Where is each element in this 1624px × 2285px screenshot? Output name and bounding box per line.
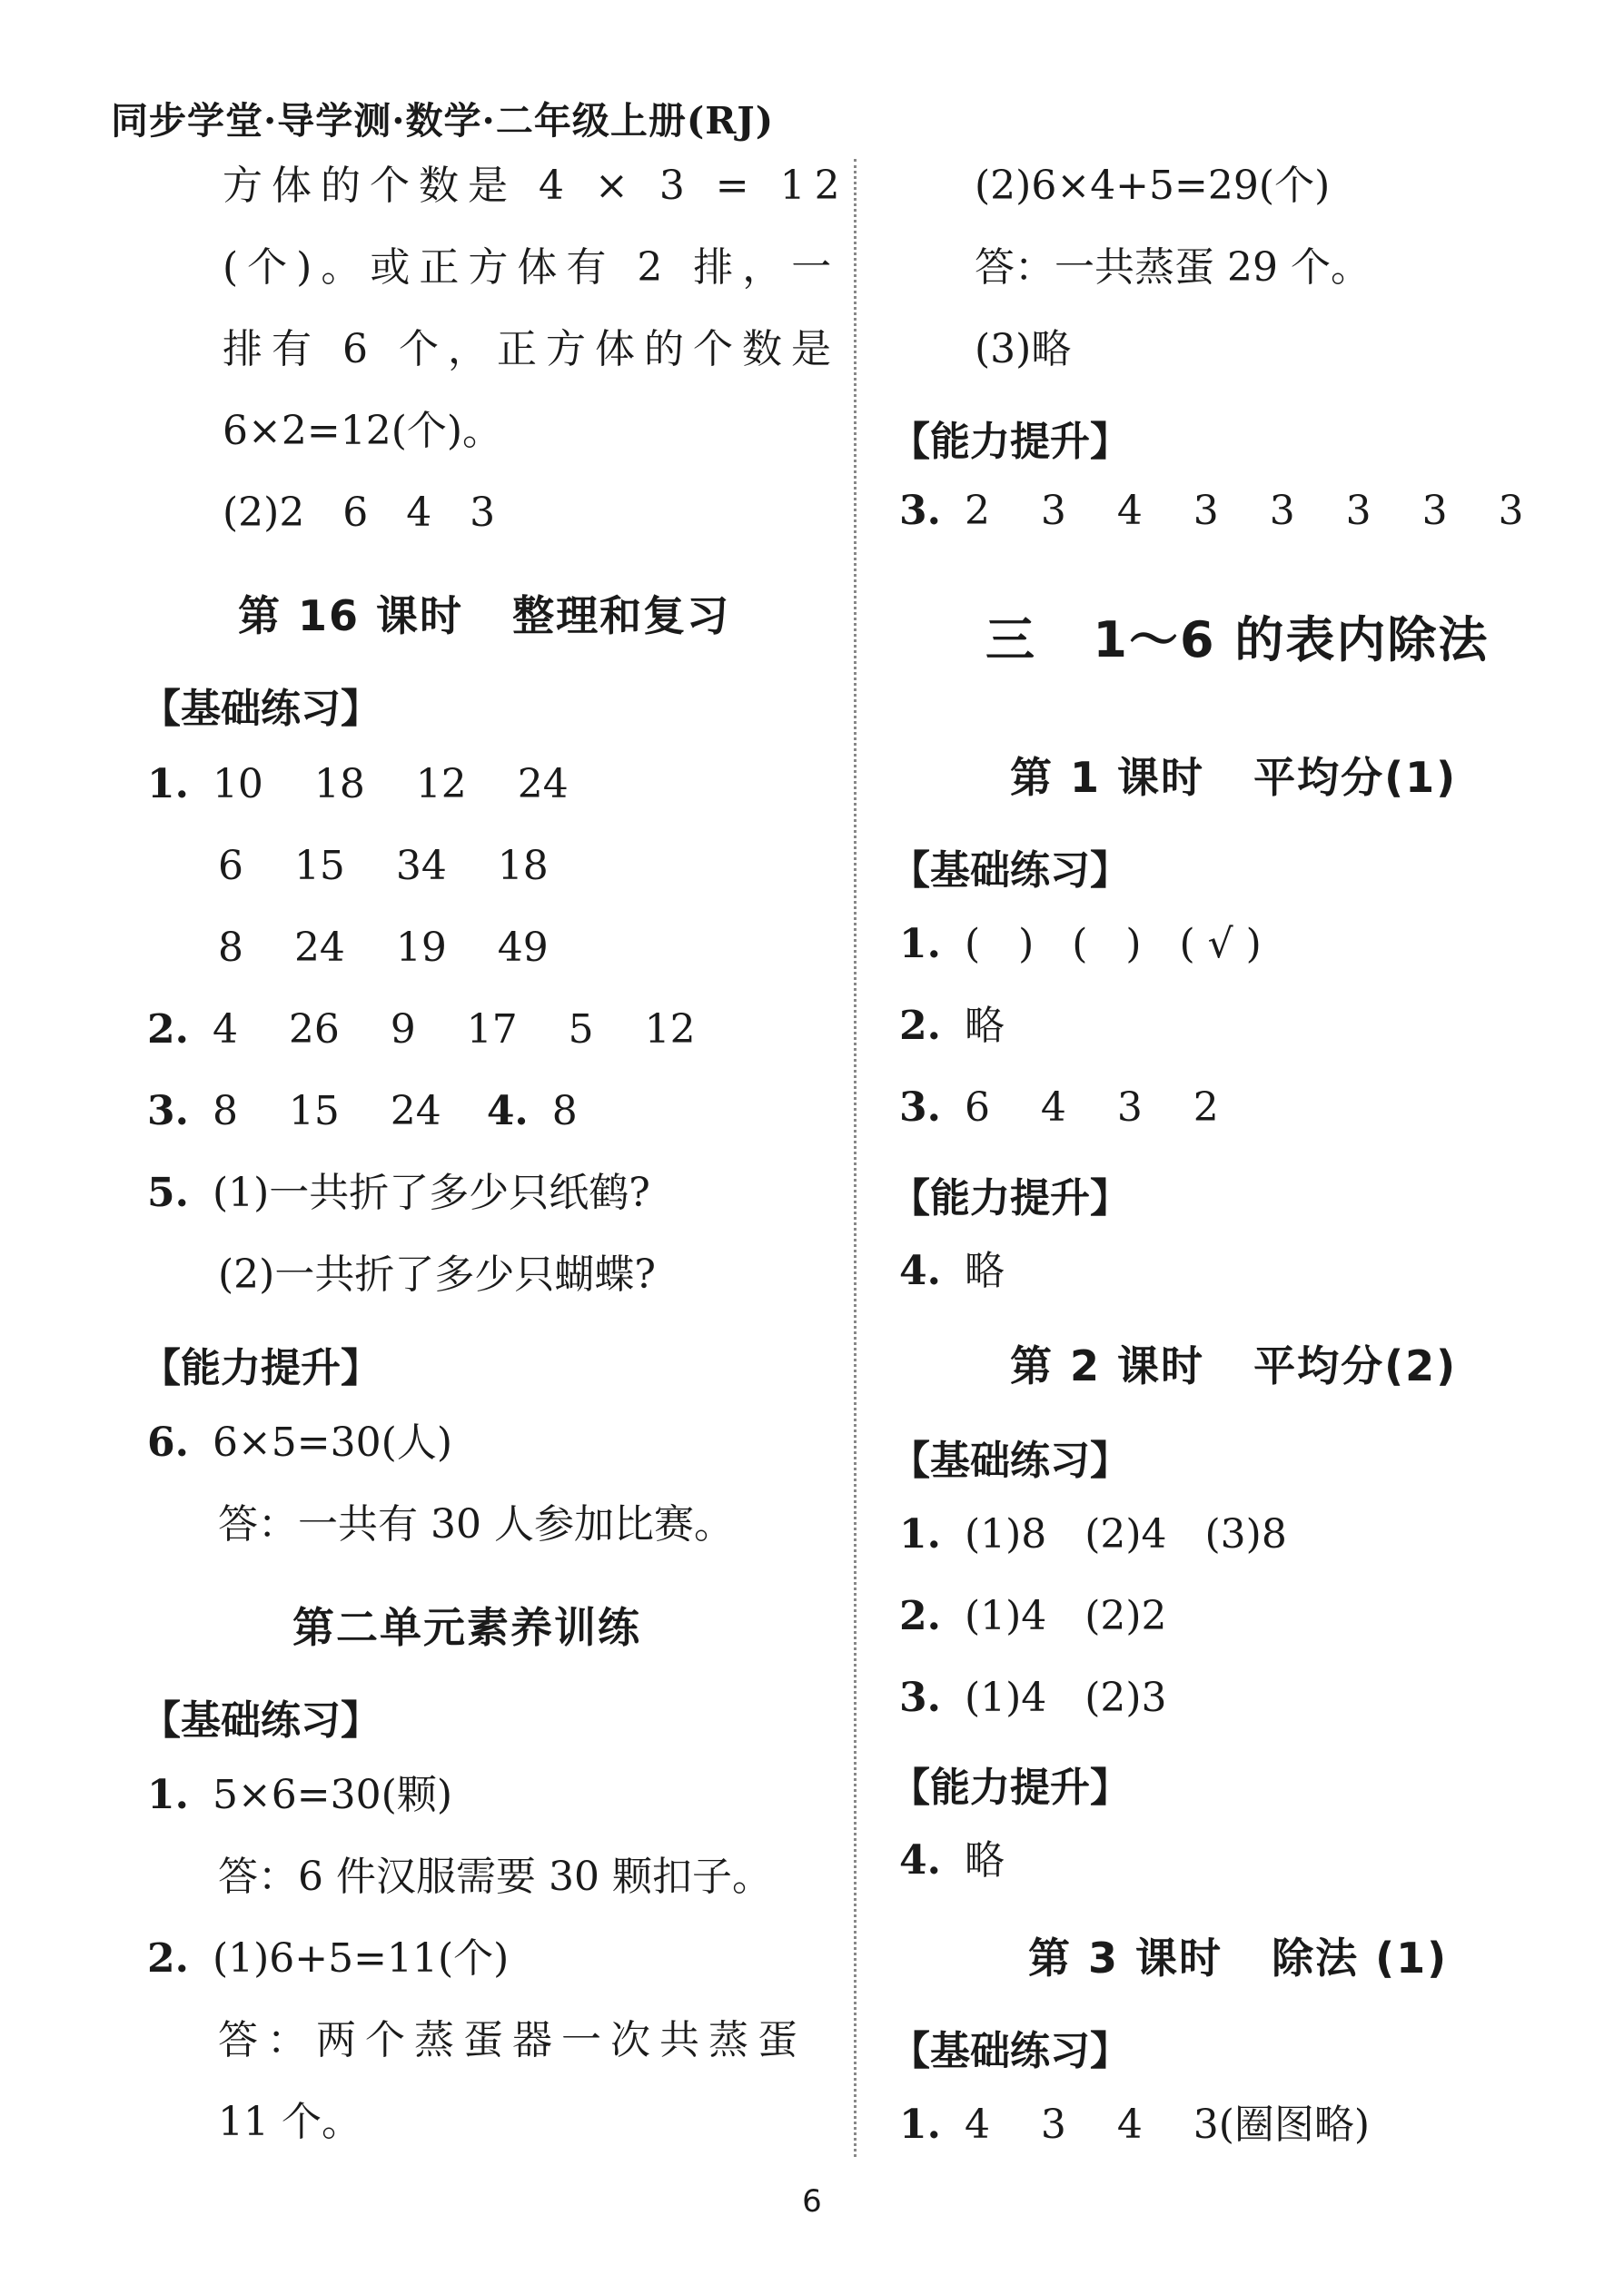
q4-number: 4. xyxy=(486,1088,529,1134)
lesson1-title: 第 1 课时 平均分(1) xyxy=(1010,753,1458,802)
q6-number: 6. xyxy=(147,1419,189,1466)
column-divider xyxy=(854,159,857,2157)
u2q1-equation: 5×6=30(颗) xyxy=(212,1772,452,1818)
l2q2-number: 2. xyxy=(899,1593,941,1639)
q1-row-1 xyxy=(147,760,569,809)
q1-answers-1: 10 18 12 24 xyxy=(212,761,569,807)
u2q1-row-2: 答：6 件汉服需要 30 颗扣子。 xyxy=(218,1854,772,1900)
lesson16-title: 第 16 课时 整理和复习 xyxy=(238,591,731,640)
cont-line-3: 排有 6 个，正方体的个数是 xyxy=(223,326,840,372)
q1-number: 1. xyxy=(147,761,189,807)
cont-line-2: (个)。或正方体有 2 排，一 xyxy=(223,244,841,291)
q5-row-2: (2)一共折了多少只蝴蝶? xyxy=(218,1251,656,1298)
l2q1-number: 1. xyxy=(899,1511,941,1558)
l2q4-answers: 略 xyxy=(964,1837,1005,1884)
page-number: 6 xyxy=(802,2183,822,2220)
basic-practice-label: 【基础练习】 xyxy=(141,686,381,732)
l1q3-answers: 6 4 3 2 xyxy=(964,1084,1219,1131)
q5-answer-1: (1)一共折了多少只纸鹤? xyxy=(212,1170,650,1216)
u2q1-row-1 xyxy=(147,1771,452,1820)
l2q4-number: 4. xyxy=(899,1837,941,1884)
l1q1-row xyxy=(899,920,1262,969)
q3-answers: 8 15 24 xyxy=(212,1088,441,1134)
q3-q4-row xyxy=(147,1087,578,1136)
q3-number: 3. xyxy=(147,1088,189,1134)
q6-equation: 6×5=30(人) xyxy=(212,1419,452,1466)
right-basic-label-3: 【基础练习】 xyxy=(890,2028,1130,2074)
q1-row-3: 8 24 19 49 xyxy=(218,925,549,971)
cont-line-5: (2)2 6 4 3 xyxy=(223,490,496,536)
l2q3-answers: (1)4 (2)3 xyxy=(964,1675,1167,1721)
q5-number: 5. xyxy=(147,1170,189,1216)
l1q3-row xyxy=(899,1083,1219,1133)
q2-row xyxy=(147,1005,696,1054)
l3q1-number: 1. xyxy=(899,2102,941,2148)
lesson3-title: 第 3 课时 除法 (1) xyxy=(1028,1934,1449,1983)
q6-row-2: 答：一共有 30 人参加比赛。 xyxy=(218,1501,734,1548)
l2q2-answers: (1)4 (2)2 xyxy=(964,1593,1167,1639)
u2q1-number: 1. xyxy=(147,1772,189,1818)
q1-row-2: 6 15 34 18 xyxy=(218,843,549,889)
l2q1-row xyxy=(899,1510,1287,1559)
lesson2-title: 第 2 课时 平均分(2) xyxy=(1010,1341,1458,1390)
u2q2-row-3: 11 个。 xyxy=(218,2099,361,2145)
basic-practice-label-2: 【基础练习】 xyxy=(141,1697,381,1744)
q6-row-1 xyxy=(147,1419,452,1468)
l3q1-row xyxy=(899,2101,1370,2150)
ability-label: 【能力提升】 xyxy=(141,1345,381,1391)
u2q2-row-2: 答：两个蒸蛋器一次共蒸蛋 xyxy=(218,2017,807,2063)
cont-line-4: 6×2=12(个)。 xyxy=(223,408,503,454)
l1q1-number: 1. xyxy=(899,921,941,967)
right-q3-number: 3. xyxy=(899,488,941,534)
right-ability-label: 【能力提升】 xyxy=(890,419,1130,465)
l1q2-answers: 略 xyxy=(964,1003,1005,1049)
cont-line-1: 方体的个数是 4 × 3 = 12 xyxy=(223,163,849,209)
right-ability-label-2: 【能力提升】 xyxy=(890,1175,1130,1222)
l2q2-row xyxy=(899,1592,1167,1641)
l3q1-answers: 4 3 4 3(圈图略) xyxy=(964,2102,1371,2148)
u2q2-equation: (1)6+5=11(个) xyxy=(212,1935,510,1982)
l1q4-row xyxy=(899,1247,1005,1296)
right-q3-answers: 2 3 4 3 3 3 3 3 xyxy=(964,488,1524,534)
l2q3-number: 3. xyxy=(899,1675,941,1721)
l2q3-row xyxy=(899,1674,1167,1723)
right-q3-row xyxy=(899,487,1524,536)
right-ability-label-3: 【能力提升】 xyxy=(890,1765,1130,1811)
q4-answers: 8 xyxy=(551,1088,578,1134)
l2q4-row xyxy=(899,1836,1005,1885)
page-header: 同步学堂·导学测·数学·二年级上册(RJ) xyxy=(111,99,775,143)
right-cont-line-3: (3)略 xyxy=(975,326,1072,372)
q2-answers: 4 26 9 17 5 12 xyxy=(212,1006,696,1053)
l1q3-number: 3. xyxy=(899,1084,941,1131)
right-basic-label-1: 【基础练习】 xyxy=(890,847,1130,894)
unit2-title: 第二单元素养训练 xyxy=(292,1603,641,1652)
right-cont-line-2: 答：一共蒸蛋 29 个。 xyxy=(975,244,1371,291)
l1q2-number: 2. xyxy=(899,1003,941,1049)
u2q2-number: 2. xyxy=(147,1935,189,1982)
l1q1-answers: ( ) ( ) ( √ ) xyxy=(964,921,1262,967)
q2-number: 2. xyxy=(147,1006,189,1053)
u2q2-row-1 xyxy=(147,1934,509,1983)
l2q1-answers: (1)8 (2)4 (3)8 xyxy=(964,1511,1287,1558)
l1q2-row xyxy=(899,1002,1005,1051)
right-cont-line-1: (2)6×4+5=29(个) xyxy=(975,163,1331,209)
q5-row-1 xyxy=(147,1169,650,1218)
right-basic-label-2: 【基础练习】 xyxy=(890,1438,1130,1484)
l1q4-answers: 略 xyxy=(964,1248,1005,1294)
l1q4-number: 4. xyxy=(899,1248,941,1294)
unit3-title: 三 1～6 的表内除法 xyxy=(985,611,1490,668)
